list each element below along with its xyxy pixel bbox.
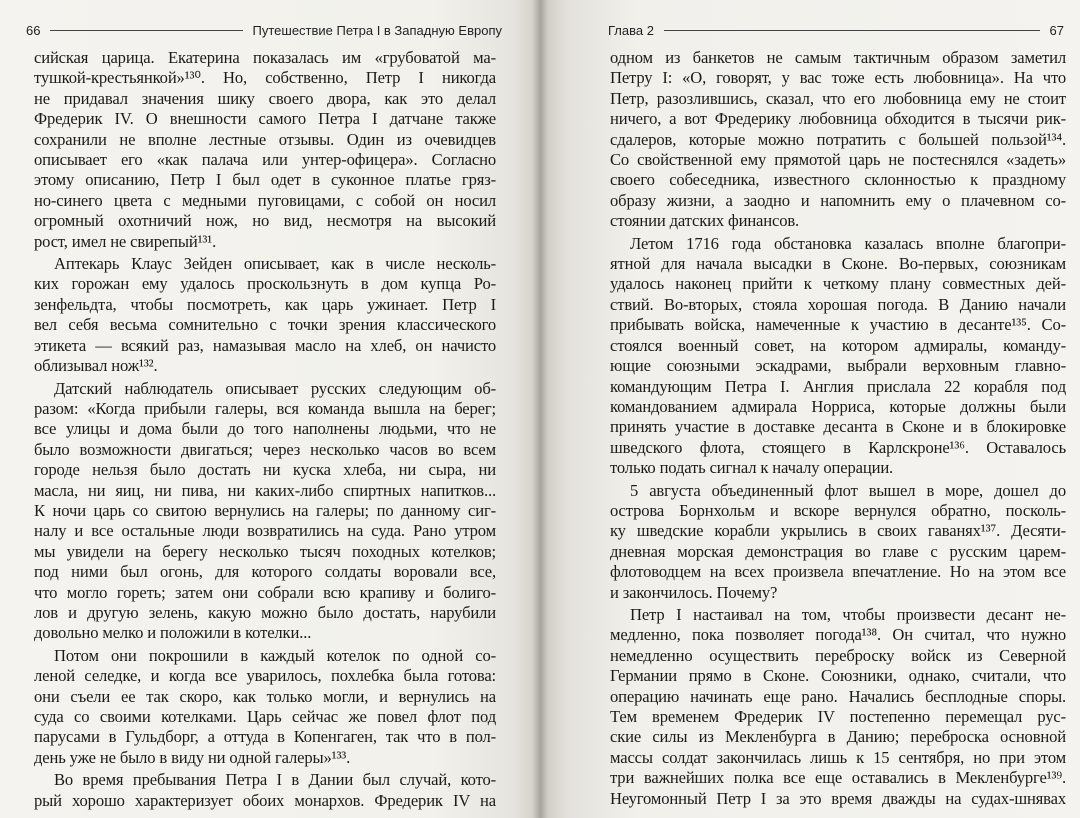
text-line: и закончилось. Почему?	[610, 582, 778, 602]
right-page	[540, 0, 1080, 818]
text-line: ку шведские корабли укрылись в своих гаванях¹³⁷. Десяти-	[610, 521, 1066, 541]
text-line: рост, имел не свирепый¹³¹.	[34, 231, 217, 251]
text-line: Потом они покрошили в каждый котелок по одной со-	[54, 645, 496, 665]
text-line: К ночи царь со свитою вернулись на галеры; по данному сиг-	[34, 500, 496, 520]
text-line: но-синего цвета с медными пуговицами, с собой он носил	[34, 190, 496, 210]
text-line: что могло гореть; затем они собрали всю крапиву и болиго-	[34, 582, 496, 602]
text-line: довольно мелко и положили в котелки...	[34, 623, 312, 643]
text-line: Тем временем Фредерик IV постепенно перемещал рус-	[610, 707, 1066, 726]
text-line: описывает его «как палача или унтер-офицера». Согласно	[34, 150, 496, 170]
text-line: Летом 1716 года обстановка казалась вполне благопри-	[630, 233, 1066, 253]
text-line: день уже не было в виду ни одной галеры»¹³³.	[34, 747, 351, 767]
text-line: тушкой-крестьянкой»¹³⁰. Но, собственно, Петр I никогда	[34, 68, 496, 88]
text-line: они съели ее так скоро, как только могли, и вернулись на	[34, 686, 496, 706]
right-page-text	[610, 48, 1066, 809]
left-running-title: Путешествие Петра I в Западную Европу	[252, 22, 502, 38]
text-line: массы солдат закончилась лишь к 15 сентября, но при этом	[610, 747, 1066, 767]
text-line: облизывал нож¹³².	[34, 356, 158, 376]
text-line: операцию начинать еще рано. Начались бесплодные споры.	[610, 686, 1066, 706]
text-line: масла, ни яиц, ни пива, ни каких-либо спиртных напитков...	[34, 480, 496, 500]
text-line: Неугомонный Петр I за это время дважды на судах-шнявах	[610, 788, 1066, 808]
text-line: 5 августа объединенный флот вышел в море, дошел до	[630, 480, 1066, 500]
text-line: сдалеров, которые можно потратить с большей пользой¹³⁴.	[610, 129, 1066, 149]
text-line: образу жизни, а заодно и напомнить ему о плачевном со-	[610, 190, 1066, 210]
right-header-rule	[664, 30, 1040, 31]
text-line: своего собеседника, известного склонностью к праздному	[610, 170, 1066, 190]
text-line: Петр, разозлившись, сказал, что его любовница ему не стоит	[610, 88, 1066, 108]
text-line: Петр I настаивал на том, чтобы произвести десант не-	[630, 604, 1066, 624]
text-line: ятной для начала высадки в Сконе. Во-первых, союзникам	[610, 254, 1066, 274]
text-line: этикета — всякий раз, намазывая масло на хлеб, он начисто	[34, 335, 496, 355]
text-line: командующим Петра I. Англия прислала 22 корабля под	[610, 376, 1066, 396]
text-line: ничего, а вот Фредерику любовница обходится в тысячи рик-	[610, 109, 1066, 129]
text-line: дневная морская демонстрация во главе с русским царем-	[610, 541, 1066, 561]
text-line: рый хорошо характеризует обоих монархов. Фредерик IV на	[34, 790, 496, 810]
text-line: разом: «Когда прибыли галеры, вся команда вышла на берег;	[34, 398, 496, 418]
text-line: шведского флота, стоящего в Карлскроне¹³⁶. Оставалось	[610, 437, 1066, 457]
text-line: только подать сигнал к началу операции.	[610, 458, 894, 478]
text-line: этому описанию, Петр I был одет в суконное платье гряз-	[34, 170, 496, 190]
text-line: сохранили не вполне лестные отзывы. Один из очевидцев	[34, 129, 496, 149]
text-line: Германии прямо в Сконе. Союзники, однако, считали, что	[610, 666, 1066, 686]
text-line: парусами в Гульдборг, а оттуда в Копенгаген, так что в пол-	[34, 727, 496, 747]
text-line: Датский наблюдатель описывает русских следующим об-	[54, 378, 496, 398]
text-line: суда со своими котелками. Царь сейчас же повел флот под	[34, 707, 496, 726]
text-line: флотоводцем на всех произвела впечатление. Но на этом все	[610, 562, 1066, 582]
text-line: стоялся военный совет, на котором адмиралы, команду-	[610, 335, 1066, 355]
text-line: сийская царица. Екатерина показалась им «грубоватой ма-	[34, 48, 496, 67]
right-running-header	[608, 20, 1064, 40]
text-line: было возможности двигаться; через несколько часов во всем	[34, 439, 496, 459]
text-line: Фредерик IV. О внешности самого Петра I датчане также	[34, 109, 496, 129]
left-page-number: 66	[26, 22, 41, 38]
text-line: ствий. Во-вторых, стояла хорошая погода. В Данию начали	[610, 294, 1066, 314]
text-line: Со свойственной ему прямотой царь не постеснялся «задеть»	[610, 150, 1066, 170]
text-line: Аптекарь Клаус Зейден описывает, как в числе несколь-	[54, 254, 496, 274]
text-line: под ними был огонь, для которого солдаты воровали все,	[34, 562, 496, 582]
text-line: медленно, пока позволяет погода¹³⁸. Он считал, что нужно	[610, 625, 1066, 645]
text-line: леной селедке, и когда все уварилось, похлебка была готова:	[34, 666, 496, 686]
text-line: прибывать войска, намеченные к участию в десанте¹³⁵. Со-	[610, 315, 1066, 335]
text-line: городе нельзя было достать ни куска хлеба, ни сыра, ни	[34, 460, 496, 480]
text-line: ющие союзными эскадрами, выбрали верховным главно-	[610, 356, 1066, 376]
text-line: не придавал значения шику своего двора, как это делал	[34, 88, 496, 108]
text-line: зенфельдта, чтобы посмотреть, как царь ужинает. Петр I	[34, 294, 496, 314]
text-line: огромный охотничий нож, но вид, несмотря на высокий	[34, 211, 496, 231]
text-line: ские силы из Мекленбурга в Данию; переброска основной	[610, 727, 1066, 747]
text-line: острова Борнхольм и вскоре вернулся обратно, посколь-	[610, 500, 1066, 520]
text-line: ких горожан ему удалось проскользнуть в дом купца Ро-	[34, 274, 496, 294]
left-running-header	[26, 20, 502, 40]
text-line: Петру I: «О, говорят, у вас тоже есть любовница». На что	[610, 68, 1066, 88]
text-line: Во время пребывания Петра I в Дании был случай, кото-	[54, 770, 496, 790]
text-line: налу и все остальные люди возвратились на суда. Рано утром	[34, 521, 496, 541]
left-page-text	[34, 48, 496, 811]
text-line: стоянии датских финансов.	[610, 211, 800, 231]
text-line: принять участие в доставке десанта в Сконе и в блокировке	[610, 417, 1066, 437]
text-line: командованием адмирала Норриса, которые должны были	[610, 396, 1066, 416]
text-line: вел себя весьма сомнительно с точки зрения классического	[34, 315, 496, 335]
text-line: лов и другую зелень, какую можно было достать, нарубили	[34, 602, 496, 622]
left-header-rule	[50, 30, 242, 31]
right-page-number: 67	[1049, 22, 1064, 38]
right-running-title: Глава 2	[608, 22, 654, 38]
text-line: мы увидели на берегу несколько тысяч походных котелков;	[34, 541, 496, 561]
text-line: три важнейших полка все еще оставались в Мекленбурге¹³⁹.	[610, 768, 1066, 788]
text-line: удалось наконец прийти к четкому плану совместных дей-	[610, 274, 1066, 294]
text-line: немедленно осуществить переброску войск из Северной	[610, 645, 1066, 665]
book-gutter-shadow	[532, 0, 548, 818]
text-line: все улицы и дома были до того наполнены людьми, что не	[34, 419, 496, 439]
text-line: одном из банкетов не самым тактичным образом заметил	[610, 48, 1066, 67]
